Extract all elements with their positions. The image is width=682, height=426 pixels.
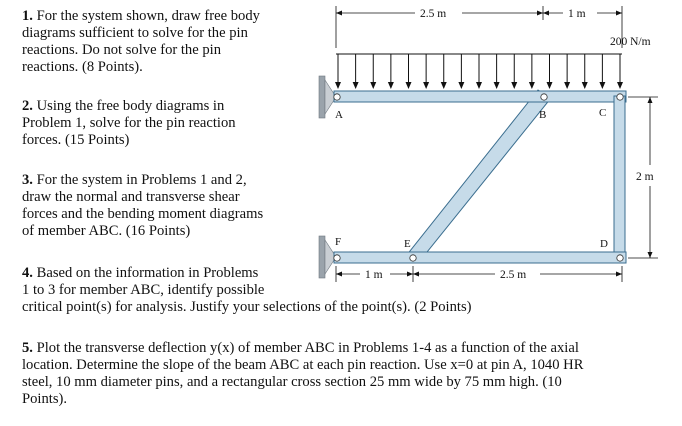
load-arrowhead bbox=[564, 82, 570, 89]
problem-4-line-3: critical point(s) for analysis. Justify your selections of the point(s). (2 Points) bbox=[22, 299, 472, 315]
problem-3-line-3: forces and the bending moment diagrams bbox=[22, 206, 264, 222]
load-arrowhead bbox=[476, 82, 482, 89]
problem-2-line-2: Problem 1, solve for the pin reaction bbox=[22, 115, 236, 131]
problem-5-line-1: Plot the transverse deflection y(x) of member ABC in Problems 1-4 as a function of the axial bbox=[36, 340, 579, 356]
member-cd bbox=[614, 96, 625, 262]
label-d: D bbox=[600, 238, 608, 250]
load-arrowhead bbox=[441, 82, 447, 89]
pin-f bbox=[334, 255, 340, 261]
load-arrowhead bbox=[494, 82, 500, 89]
load-arrowhead bbox=[458, 82, 464, 89]
problem-1-line-2: diagrams sufficient to solve for the pin bbox=[22, 25, 248, 41]
pin-e bbox=[410, 255, 416, 261]
load-arrowhead bbox=[511, 82, 517, 89]
problem-3-line-2: draw the normal and transverse shear bbox=[22, 189, 240, 205]
problem-3-number: 3. bbox=[22, 172, 33, 188]
problem-2-line-3: forces. (15 Points) bbox=[22, 132, 130, 148]
member-fed bbox=[334, 252, 626, 263]
load-arrowhead bbox=[406, 82, 412, 89]
load-label: 200 N/m bbox=[610, 36, 651, 48]
dim-bottom-right-label: 2.5 m bbox=[500, 269, 527, 281]
dim-top-left-label: 2.5 m bbox=[420, 8, 447, 20]
problem-4-line-1: Based on the information in Problems bbox=[36, 265, 259, 281]
problem-1-line-3: reactions. Do not solve for the pin bbox=[22, 42, 221, 58]
problem-2-line-1: Using the free body diagrams in bbox=[36, 98, 225, 114]
label-b: B bbox=[539, 109, 547, 121]
load-arrowhead bbox=[599, 82, 605, 89]
problem-3-line-1: For the system in Problems 1 and 2, bbox=[36, 172, 247, 188]
problem-3-line-4: of member ABC. (16 Points) bbox=[22, 223, 191, 239]
load-arrowhead bbox=[547, 82, 553, 89]
load-arrowhead bbox=[388, 82, 394, 89]
load-arrowhead bbox=[370, 82, 376, 89]
problem-1-line-4: reactions. (8 Points). bbox=[22, 59, 143, 75]
member-abc bbox=[334, 91, 626, 102]
problem-4-line-2: 1 to 3 for member ABC, identify possible bbox=[22, 282, 265, 298]
problem-5-number: 5. bbox=[22, 340, 33, 356]
pin-a bbox=[334, 94, 340, 100]
problem-1-line-1: For the system shown, draw free body bbox=[36, 8, 260, 24]
label-e: E bbox=[404, 238, 411, 250]
member-be bbox=[406, 90, 551, 262]
problem-5-line-3: steel, 10 mm diameter pins, and a rectangular cross section 25 mm wide by 75 mm high. (10 bbox=[22, 374, 562, 390]
problem-5-line-4: Points). bbox=[22, 391, 68, 407]
label-c: C bbox=[599, 107, 607, 119]
load-arrowhead bbox=[529, 82, 535, 89]
load-arrowhead bbox=[335, 82, 341, 89]
pin-b bbox=[541, 94, 547, 100]
load-arrowhead bbox=[617, 82, 623, 89]
dim-top-right-label: 1 m bbox=[568, 8, 586, 20]
problem-5-line-2: location. Determine the slope of the beam ABC at each pin reaction. Use x=0 at pin A, 1040 HR bbox=[22, 357, 584, 373]
support-f bbox=[319, 236, 336, 278]
distributed-load bbox=[335, 54, 623, 89]
label-a: A bbox=[335, 109, 343, 121]
load-arrowhead bbox=[582, 82, 588, 89]
pin-d bbox=[617, 255, 623, 261]
pin-c bbox=[617, 94, 623, 100]
problem-4-number: 4. bbox=[22, 265, 33, 281]
load-arrowhead bbox=[423, 82, 429, 89]
load-arrowhead bbox=[353, 82, 359, 89]
problem-1-number: 1. bbox=[22, 8, 33, 24]
problem-2-number: 2. bbox=[22, 98, 33, 114]
dim-bottom-left-label: 1 m bbox=[365, 269, 383, 281]
label-f: F bbox=[335, 236, 342, 248]
dim-height-label: 2 m bbox=[636, 171, 654, 183]
